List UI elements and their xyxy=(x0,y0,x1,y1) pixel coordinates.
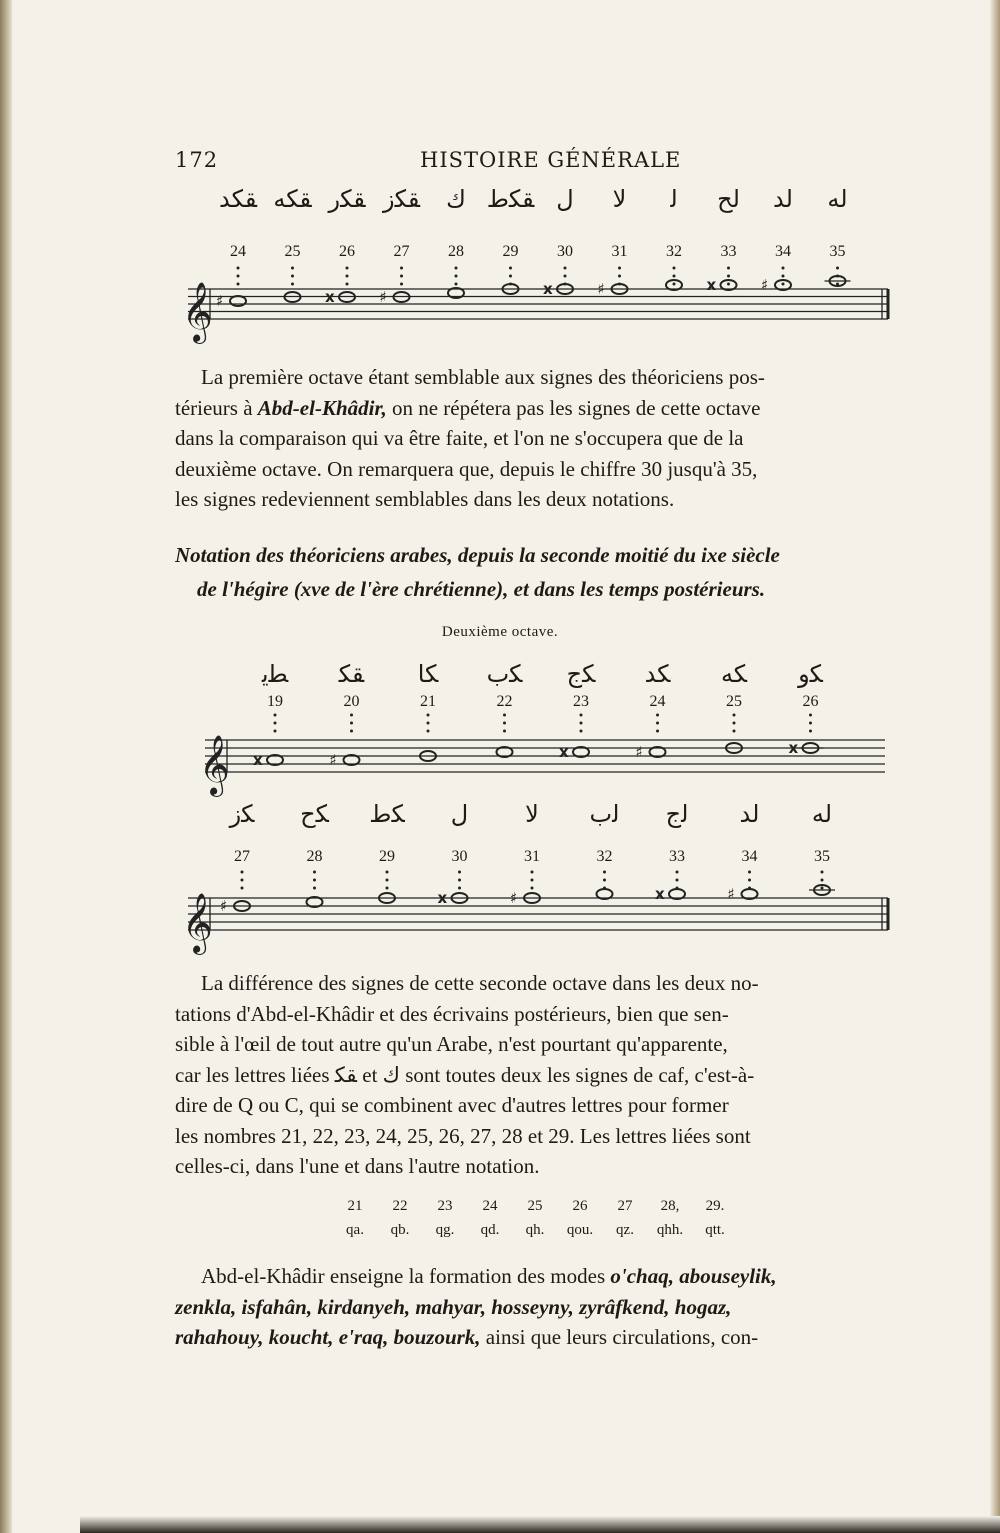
guide-dot xyxy=(350,730,353,733)
arabic-note-sign: ﻘﻜﺭ xyxy=(328,185,366,213)
arabic-note-sign: ﻟﻪ xyxy=(827,185,848,213)
text-line: sible à l'œil de tout autre qu'un Arabe, n'est pourtant qu'apparente, xyxy=(175,1032,728,1056)
text-line: tations d'Abd-el-Khâdir et des écrivains postérieurs, bien que sen- xyxy=(175,1001,729,1026)
guide-dot xyxy=(458,871,461,874)
arabic-note-sign: ﻟ xyxy=(670,185,678,213)
cross-sign: x xyxy=(543,280,553,298)
paragraph-second xyxy=(175,968,895,1182)
guide-dot xyxy=(509,267,512,270)
subheading-second-octave: Deuxième octave. xyxy=(441,624,559,640)
guide-dot xyxy=(241,871,244,874)
table-number: 21 xyxy=(347,1198,363,1214)
guide-dot xyxy=(782,267,785,270)
note-number: 21 xyxy=(420,693,436,710)
cross-sign: x xyxy=(788,739,799,757)
note-number: 29 xyxy=(379,848,395,865)
guide-dot xyxy=(237,267,240,270)
guide-dot xyxy=(274,722,277,725)
arabic-note-sign: ﻝ xyxy=(450,800,469,828)
sharp-sign: ♯ xyxy=(510,889,518,907)
guide-dot xyxy=(727,283,730,286)
guide-dot xyxy=(458,879,461,882)
guide-dot xyxy=(503,730,506,733)
guide-dot xyxy=(237,283,240,286)
guide-dot xyxy=(733,714,736,717)
note-number: 32 xyxy=(666,243,682,260)
arabic-note-sign: ﻜﻪ xyxy=(720,660,748,688)
text-line: car les lettres liées ﻘﻜ et ﻙ sont toutes deux les signes de caf, c'est-à- xyxy=(175,1062,755,1087)
text-line: les nombres 21, 22, 23, 24, 25, 26, 27, 28 et 29. Les lettres liées sont xyxy=(175,1123,751,1148)
text-line: les signes redeviennent semblables dans les deux notations. xyxy=(175,487,675,511)
guide-dot xyxy=(241,879,244,882)
table-letters: qg. xyxy=(435,1222,455,1238)
guide-dot xyxy=(836,267,839,270)
staff-second xyxy=(0,655,1000,795)
note-number: 24 xyxy=(649,693,666,710)
guide-dot xyxy=(427,714,430,717)
note-number: 27 xyxy=(234,848,250,865)
sharp-sign: ♯ xyxy=(727,885,735,903)
arabic-note-sign: ﻟﻪ xyxy=(811,800,833,828)
guide-dot xyxy=(350,722,353,725)
guide-dot xyxy=(564,275,567,278)
arabic-note-sign: ﻄﻳ xyxy=(261,660,289,688)
note-number: 30 xyxy=(451,848,468,865)
note-number: 28 xyxy=(306,848,323,865)
guide-dot xyxy=(673,275,676,278)
guide-dot xyxy=(313,887,316,890)
table-letters: qz. xyxy=(616,1222,634,1238)
guide-dot xyxy=(386,887,389,890)
table-number: 29. xyxy=(705,1198,725,1214)
guide-dot xyxy=(676,871,679,874)
note-number: 28 xyxy=(448,243,464,260)
guide-dot xyxy=(733,722,736,725)
guide-dot xyxy=(400,275,403,278)
guide-dot xyxy=(503,722,506,725)
treble-clef-icon: 𝄞 xyxy=(182,282,213,342)
note-number: 20 xyxy=(343,693,360,710)
guide-dot xyxy=(455,283,458,286)
note-number: 34 xyxy=(741,848,758,865)
text-line: dans la comparaison qui va être faite, et l'on ne s'occupera que de la xyxy=(175,426,744,450)
arabic-note-sign: ﻜﺎ xyxy=(417,660,439,688)
staff-notation xyxy=(0,800,1000,953)
guide-dot xyxy=(531,887,534,890)
guide-dot xyxy=(531,879,534,882)
guide-dot xyxy=(241,887,244,890)
table-letters: qou. xyxy=(566,1222,594,1238)
text-line: rahahouy, koucht, e'raq, bouzourk, ainsi que leurs circulations, con- xyxy=(175,1325,759,1349)
text-line: La différence des signes de cette seconde octave dans les deux no- xyxy=(201,971,759,995)
guide-dot xyxy=(455,275,458,278)
note-number: 22 xyxy=(496,693,513,710)
table-letters: qa. xyxy=(346,1222,364,1238)
guide-dot xyxy=(618,267,621,270)
guide-dot xyxy=(809,714,812,717)
guide-dot xyxy=(782,283,785,286)
arabic-note-sign: ﻜﺪ xyxy=(644,660,671,688)
guide-dot xyxy=(727,267,730,270)
text-line: deuxième octave. On remarquera que, depuis le chiffre 30 jusqu'à 35, xyxy=(175,456,758,481)
staff-notation xyxy=(0,655,1000,795)
note-number: 26 xyxy=(339,243,355,260)
note-number: 34 xyxy=(775,243,791,260)
staff-notation xyxy=(0,185,1000,345)
arabic-note-sign: ﻜﻭ xyxy=(798,660,823,688)
guide-dot xyxy=(656,714,659,717)
text-line: La première octave étant semblable aux signes des théoriciens pos- xyxy=(201,365,765,389)
cross-sign: x xyxy=(706,276,717,294)
note-number: 31 xyxy=(524,848,540,865)
cross-sign: x xyxy=(437,889,448,907)
guide-dot xyxy=(346,267,349,270)
guide-dot xyxy=(603,879,606,882)
guide-dot xyxy=(656,722,659,725)
arabic-note-sign: ﻘﻜ xyxy=(338,660,365,688)
guide-dot xyxy=(346,283,349,286)
staff-third xyxy=(0,800,1000,953)
text-line: zenkla, isfahân, kirdanyeh, mahyar, hosseyny, zyrâfkend, hogaz, xyxy=(175,1294,732,1319)
table-letters: qh. xyxy=(525,1222,545,1238)
note-number: 31 xyxy=(611,243,628,260)
arabic-note-sign: ﻟﺪ xyxy=(773,185,793,213)
text-line: celles-ci, dans l'une et dans l'autre notation. xyxy=(175,1154,540,1178)
arabic-note-sign: ﻜﺏ xyxy=(486,660,523,688)
sharp-sign: ♯ xyxy=(635,743,643,761)
note-number: 30 xyxy=(557,243,573,260)
guide-dot xyxy=(733,730,736,733)
guide-dot xyxy=(580,730,583,733)
arabic-note-sign: ﻟﺪ xyxy=(739,800,760,828)
paragraph-first xyxy=(175,362,895,515)
section-title xyxy=(175,538,895,606)
guide-dot xyxy=(386,871,389,874)
guide-dot xyxy=(603,871,606,874)
guide-dot xyxy=(291,283,294,286)
guide-dot xyxy=(727,275,730,278)
guide-dot xyxy=(564,267,567,270)
table-number: 28, xyxy=(660,1198,680,1214)
guide-dot xyxy=(821,887,824,890)
text-line: dire de Q ou C, qui se combinent avec d'autres lettres pour former xyxy=(175,1093,729,1117)
cross-sign: x xyxy=(559,743,569,761)
arabic-note-sign: ﻜﺯ xyxy=(229,800,255,828)
guide-dot xyxy=(676,879,679,882)
page-edge-bottom xyxy=(80,1516,1000,1533)
note-number: 33 xyxy=(720,243,737,260)
guide-dot xyxy=(350,714,353,717)
cross-sign: x xyxy=(655,885,665,903)
note-number: 27 xyxy=(393,243,410,260)
sharp-sign: ♯ xyxy=(597,280,605,298)
text-line: Abd-el-Khâdir enseigne la formation des modes o'chaq, abouseylik, xyxy=(201,1264,777,1288)
guide-dot xyxy=(274,714,277,717)
note-number: 25 xyxy=(284,243,301,260)
section-title-line: Notation des théoriciens arabes, depuis la seconde moitié du ixe siècle xyxy=(175,543,780,567)
arabic-note-sign: ﻘﻜﻪ xyxy=(273,185,312,213)
arabic-note-sign: ﻝ xyxy=(556,185,574,213)
table-letters: qb. xyxy=(390,1222,410,1238)
cross-sign: x xyxy=(253,751,263,769)
sharp-sign: ♯ xyxy=(379,288,387,306)
guide-dot xyxy=(237,275,240,278)
note-number: 19 xyxy=(267,693,283,710)
page-header xyxy=(0,148,1000,178)
arabic-note-sign: ﻘﻜﺯ xyxy=(383,185,420,213)
running-title: HISTOIRE GÉNÉRALE xyxy=(420,148,682,172)
guide-dot xyxy=(531,871,534,874)
table-letters: qd. xyxy=(480,1222,500,1238)
guide-dot xyxy=(386,879,389,882)
guide-dot xyxy=(346,275,349,278)
guide-dot xyxy=(656,730,659,733)
note-number: 32 xyxy=(596,848,613,865)
arabic-note-sign: ﻟﺏ xyxy=(589,800,620,828)
sharp-sign: ♯ xyxy=(220,897,228,915)
table-number: 24 xyxy=(482,1198,498,1214)
guide-dot xyxy=(400,267,403,270)
guide-dot xyxy=(291,275,294,278)
guide-dot xyxy=(580,714,583,717)
guide-dot xyxy=(291,267,294,270)
page-number: 172 xyxy=(175,148,219,172)
guide-dot xyxy=(427,730,430,733)
arabic-note-sign: ﻜﺝ xyxy=(566,660,596,688)
name-abd-el-khadir: Abd-el-Khâdir, xyxy=(257,395,387,420)
guide-dot xyxy=(458,887,461,890)
table-letters: qtt. xyxy=(705,1222,725,1238)
guide-dot xyxy=(313,879,316,882)
guide-dot xyxy=(748,871,751,874)
guide-dot xyxy=(809,730,812,733)
arabic-note-sign: ﻻ xyxy=(612,185,627,213)
note-number: 24 xyxy=(230,243,246,260)
table-letters: qhh. xyxy=(656,1222,684,1238)
arabic-note-sign: ﻟﺝ xyxy=(665,800,689,828)
guide-dot xyxy=(455,267,458,270)
guide-dot xyxy=(618,275,621,278)
arabic-note-sign: ﻻ xyxy=(525,800,539,828)
note-number: 35 xyxy=(829,243,846,260)
treble-clef-icon: 𝄞 xyxy=(182,893,213,953)
note-number: 33 xyxy=(669,848,685,865)
guide-dot xyxy=(821,879,824,882)
sharp-sign: ♯ xyxy=(216,292,224,310)
note-number: 23 xyxy=(573,693,589,710)
cross-sign: x xyxy=(325,288,335,306)
sharp-sign: ♯ xyxy=(761,276,769,294)
guide-dot xyxy=(509,275,512,278)
guide-dot xyxy=(313,871,316,874)
guide-dot xyxy=(503,714,506,717)
guide-dot xyxy=(580,722,583,725)
paragraph-third xyxy=(175,1261,895,1353)
guide-dot xyxy=(400,283,403,286)
text-line: térieurs à Abd-el-Khâdir, on ne répétera pas les signes de cette octave xyxy=(175,395,761,420)
table-number: 22 xyxy=(392,1198,408,1214)
note-number: 25 xyxy=(726,693,742,710)
guide-dot xyxy=(427,722,430,725)
arabic-note-sign: ﻘﻜﻁ xyxy=(486,185,535,213)
note-number: 35 xyxy=(814,848,830,865)
note-number: 29 xyxy=(502,243,519,260)
guide-dot xyxy=(274,730,277,733)
arabic-note-sign: ﻜﻁ xyxy=(369,800,405,828)
guide-dot xyxy=(821,871,824,874)
staff-first xyxy=(0,185,1000,345)
treble-clef-icon: 𝄞 xyxy=(199,735,230,795)
guide-dot xyxy=(748,879,751,882)
table-number: 27 xyxy=(617,1198,633,1214)
section-title-line: de l'hégire (xve de l'ère chrétienne), et dans les temps postérieurs. xyxy=(197,577,766,601)
note-number: 26 xyxy=(802,693,819,710)
table-number: 23 xyxy=(437,1198,453,1214)
guide-dot xyxy=(673,283,676,286)
arabic-note-sign: ﻘﻜﺪ xyxy=(219,185,257,213)
table-number: 25 xyxy=(527,1198,543,1214)
guide-dot xyxy=(782,275,785,278)
arabic-note-sign: ﻜﺡ xyxy=(300,800,329,828)
guide-dot xyxy=(673,267,676,270)
arabic-note-sign: ﻟﺢ xyxy=(717,185,740,213)
guide-dot xyxy=(809,722,812,725)
arabic-note-sign: ﻙ xyxy=(446,185,466,213)
table-number: 26 xyxy=(572,1198,588,1214)
sharp-sign: ♯ xyxy=(329,751,337,769)
